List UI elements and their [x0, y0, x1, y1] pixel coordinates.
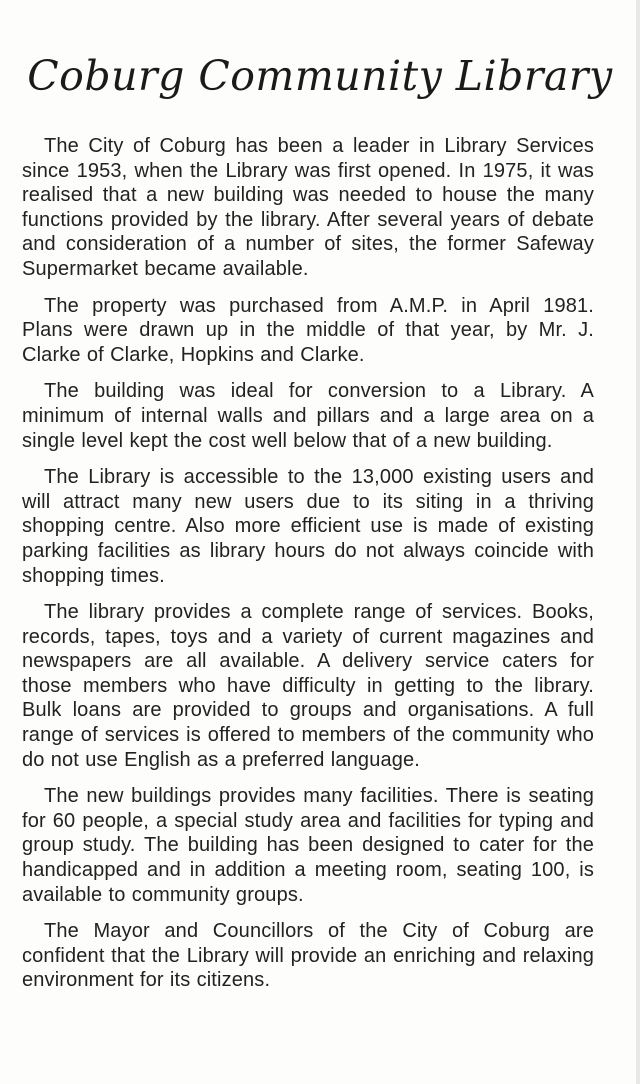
document-title: Coburg Community Library	[27, 52, 613, 100]
paragraph-purchase: The property was purchased from A.M.P. in April 1981. Plans were drawn up in the middle of that year, by Mr. J. Clarke of Clarke, Hopkins and Clarke.	[22, 294, 594, 366]
paragraph-conversion: The building was ideal for conversion to a Library. A minimum of internal walls and pillars and a large area on a single level kept the cost well below that of a new building.	[22, 380, 594, 452]
page-edge	[636, 0, 640, 1084]
paragraph-closing: The Mayor and Councillors of the City of Coburg are confident that the Library will provide an enriching and relaxing environment for its citizens.	[22, 920, 594, 992]
paragraph-services: The library provides a complete range of services. Books, records, tapes, toys and a variety of current magazines and newspapers are all available. A delivery service caters for those members who have difficulty in getting to the library. Bulk loans are provided to groups and organisations. A full range of services is offered to members of the community who do not use English as a preferred language.	[22, 601, 594, 771]
document-body	[22, 134, 594, 1005]
paragraph-accessibility: The Library is accessible to the 13,000 existing users and will attract many new users due to its siting in a thriving shopping centre. Also more efficient use is made of existing parking facilities as library hours do not always coincide with shopping times.	[22, 466, 594, 587]
paragraph-facilities: The new buildings provides many facilities. There is seating for 60 people, a special study area and facilities for typing and group study. The building has been designed to cater for the handicapped and in addition a meeting room, seating 100, is available to community groups.	[22, 785, 594, 906]
paragraph-history: The City of Coburg has been a leader in Library Services since 1953, when the Library was first opened. In 1975, it was realised that a new building was needed to house the many functions provided by the library. After several years of debate and consideration of a number of sites, the former Safeway Supermarket became available.	[22, 135, 594, 280]
